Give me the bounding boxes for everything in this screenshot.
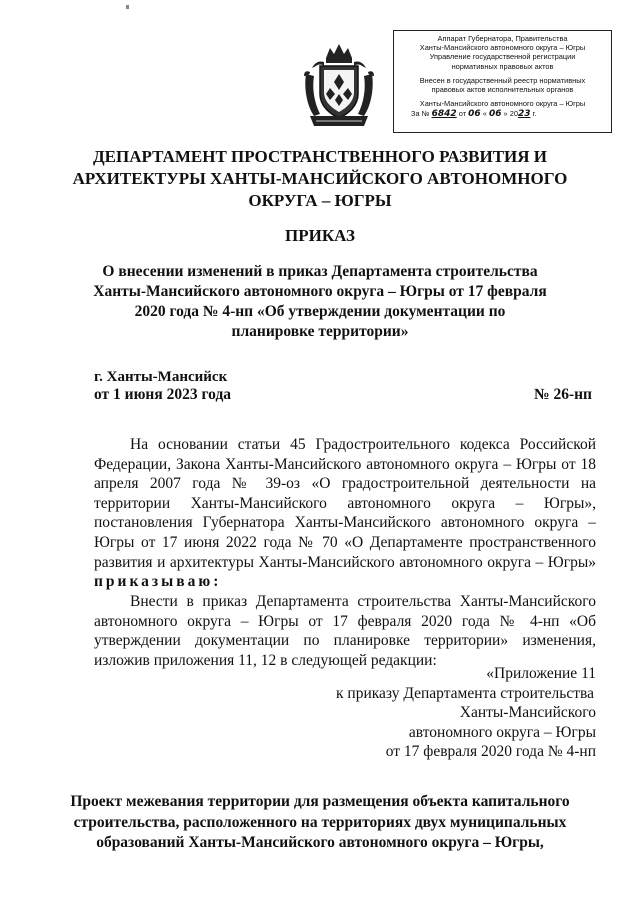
project-title: Проект межевания территории для размещения объекта капитального строительства, расположенного на территориях двух муниципальных образований Ханты-Мансийского автономного округа – Югры,	[70, 793, 570, 851]
stamp-line: Управление государственной регистрации	[429, 52, 576, 62]
scan-speck	[126, 5, 129, 9]
stamp-line: Ханты-Мансийского автономного округа – Югры	[419, 99, 586, 109]
appendix-heading: «Приложение 11 к приказу Департамента строительства Ханты-Мансийского автономного округа – Югры от 17 февраля 2020 года № 4-нп	[336, 665, 596, 761]
stamp-line: нормативных правовых актов	[451, 61, 554, 71]
order-subject: О внесении изменений в приказ Департамента строительства Ханты-Мансийского автономного округа – Югры от 17 февраля 2020 года № 4-нп «Об утверждении документации по планировке территории»	[93, 263, 547, 340]
amendment-paragraph: Внести в приказ Департамента строительства Ханты-Мансийского автономного округа – Югры от 17 февраля 2020 года № 4-нп «Об утверждении документации по планировке территории» изменения, изложив приложения 11, 12 в следующей редакции:	[94, 593, 596, 669]
stamp-line: Аппарат Губернатора, Правительства	[437, 34, 568, 43]
order-verb: приказываю:	[94, 573, 222, 591]
document-type: ПРИКАЗ	[285, 226, 355, 245]
stamp-handwritten-month: 06	[488, 109, 502, 120]
coat-of-arms-icon	[300, 42, 378, 130]
issue-date: от 1 июня 2023 года	[94, 386, 232, 403]
issue-place: г. Ханты-Мансийск	[94, 369, 228, 385]
registration-stamp	[393, 30, 612, 133]
preamble-text: На основании статьи 45 Градостроительного кодекса Российской Федерации, Закона Ханты-Мансийского автономного округа – Югры от 18 апреля 2007 года № 39-оз «О градостроительной деятельности на территории Ханты-Мансийского автономного округа – Югры», постановления Губернатора Ханты-Мансийского автономного округа – Югры от 17 июня 2022 года № 70 «О Департаменте пространственного развития и архитектуры Ханты-Мансийского автономного округа – Югры»	[94, 436, 596, 571]
stamp-registration-number: За № 6842 от 06 « 06 » 2023 г.	[411, 109, 537, 120]
department-title: ДЕПАРТАМЕНТ ПРОСТРАНСТВЕННОГО РАЗВИТИЯ И АРХИТЕКТУРЫ ХАНТЫ-МАНСИЙСКОГО АВТОНОМНОГО ОКРУГА – ЮГРЫ	[72, 147, 568, 210]
stamp-handwritten-year: 23	[517, 109, 531, 120]
stamp-line: Внесен в государственный реестр нормативных	[419, 75, 586, 85]
stamp-handwritten-number: 6842	[431, 109, 457, 120]
stamp-handwritten-day: 06	[468, 109, 481, 120]
order-number: № 26-нп	[534, 386, 592, 403]
preamble-paragraph	[94, 435, 596, 592]
stamp-line: правовых актов исполнительных органов	[431, 85, 574, 95]
stamp-line: Ханты-Мансийского автономного округа – Югры	[419, 43, 586, 53]
